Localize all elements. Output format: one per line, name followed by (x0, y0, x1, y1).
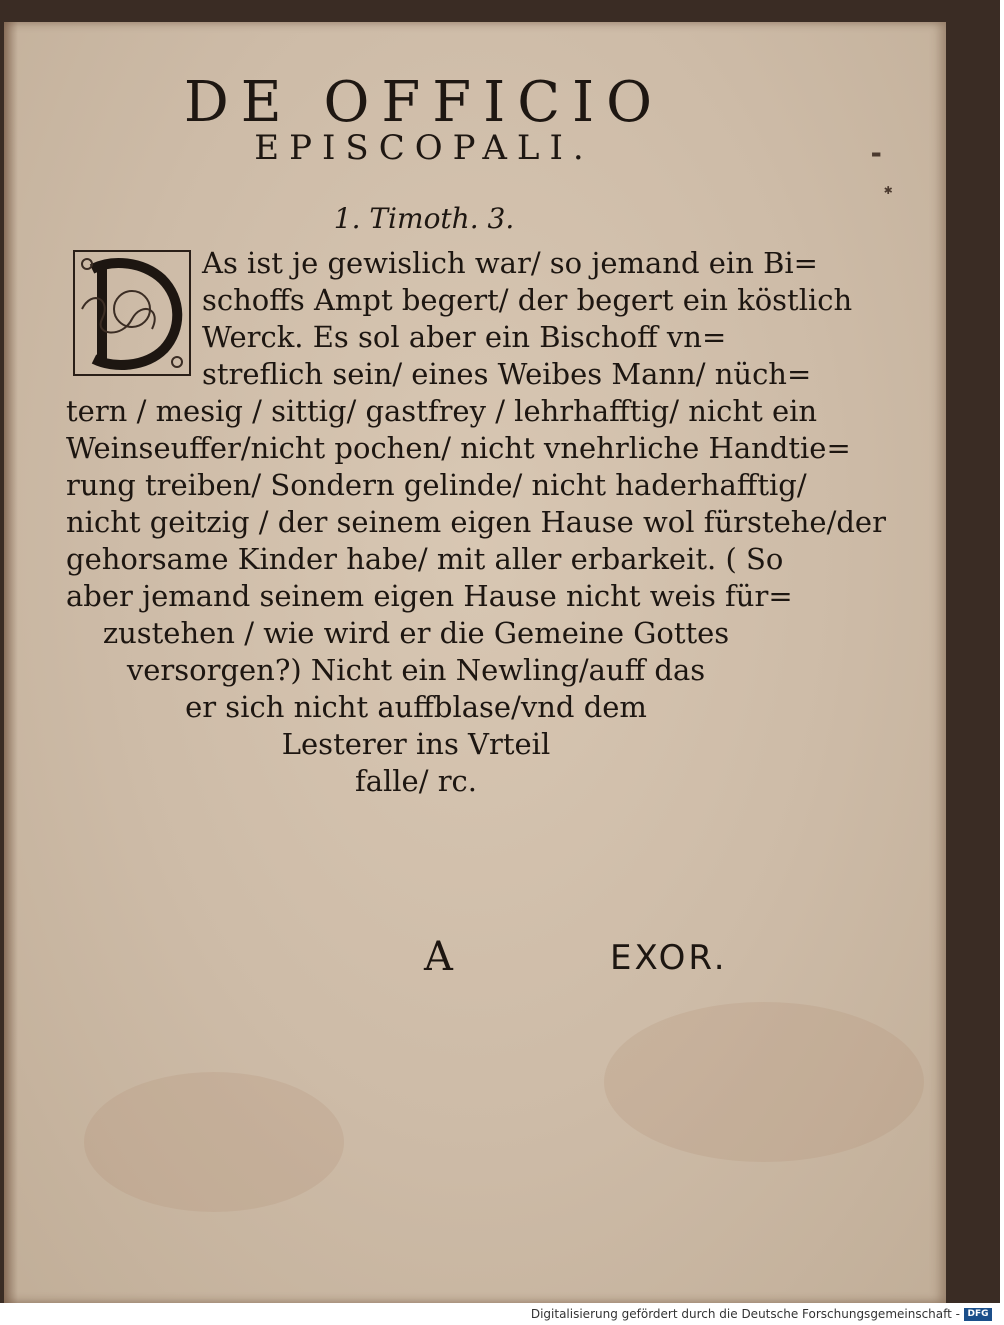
decorated-initial-icon (72, 249, 192, 377)
text-line: Lesterer ins Vrteil (281, 727, 551, 761)
dfg-logo-icon: DFG (964, 1308, 992, 1321)
footer-bar (0, 1303, 1000, 1325)
water-stain (84, 1072, 344, 1212)
text-line: As ist je gewislich war/ so jemand ein Bi= (202, 246, 818, 280)
text-line: Werck. Es sol aber ein Bischoff vn= (202, 320, 727, 354)
text-line: versorgen?) Nicht ein Newling/auff das (126, 653, 706, 687)
text-line: nicht geitzig / der seinem eigen Hause wol fürstehe/der (66, 505, 886, 539)
margin-mark: ✱ (884, 182, 893, 198)
decorated-initial (72, 249, 192, 377)
catchword: EXOR. (610, 938, 728, 978)
catchword-row (4, 934, 1004, 984)
text-line: Weinseuffer/nicht pochen/ nicht vnehrliche Handtie= (66, 431, 851, 465)
text-line: streflich sein/ eines Weibes Mann/ nüch= (202, 357, 812, 391)
text-line: rung treiben/ Sondern gelinde/ nicht haderhafftig/ (66, 468, 807, 502)
signature-mark: A (424, 934, 453, 980)
book-page (4, 22, 946, 1303)
water-stain (604, 1002, 924, 1162)
scripture-reference: 1. Timoth. 3. (333, 202, 515, 235)
text-line: aber jemand seinem eigen Hause nicht weis für= (66, 579, 793, 613)
page-subtitle: EPISCOPALI. (254, 128, 594, 168)
text-line: falle/ rc. (354, 764, 478, 798)
text-line: tern / mesig / sittig/ gastfrey / lehrhafftig/ nicht ein (66, 394, 818, 428)
text-line: zustehen / wie wird er die Gemeine Gottes (102, 616, 730, 650)
text-line: schoffs Ampt begert/ der begert ein köstlich (202, 283, 853, 317)
text-line: er sich nicht auffblase/vnd dem (185, 690, 647, 724)
text-line: gehorsame Kinder habe/ mit aller erbarkeit. ( So (66, 542, 784, 576)
page-title: DE OFFICIO (183, 70, 665, 135)
margin-mark: ▬ (872, 146, 881, 162)
footer-credit: Digitalisierung gefördert durch die Deutsche Forschungsgemeinschaft - (530, 1307, 960, 1321)
body-text (66, 245, 886, 800)
